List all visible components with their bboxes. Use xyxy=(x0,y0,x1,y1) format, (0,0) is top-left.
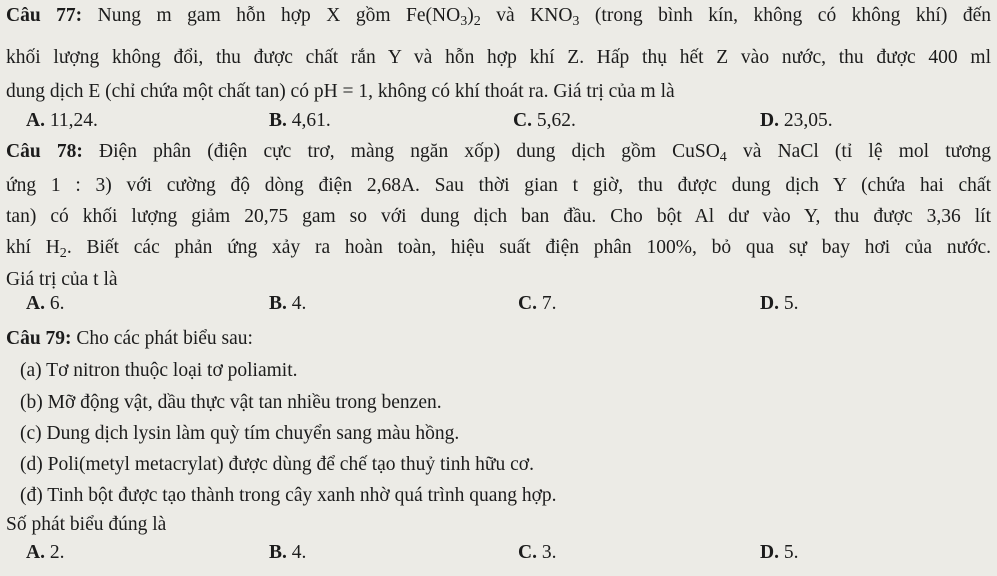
q78-subscript: 4 xyxy=(719,148,727,165)
option-value: 2. xyxy=(44,542,65,563)
option-label: D. xyxy=(760,110,779,131)
q78-line-1 xyxy=(6,140,991,164)
q77-option-c xyxy=(513,109,576,133)
option-label: D. xyxy=(760,542,779,563)
q77-option-b xyxy=(269,109,331,133)
q77-option-a xyxy=(26,109,98,133)
q79-line-1 xyxy=(6,327,991,351)
q79-option-d xyxy=(760,541,798,565)
q77-label: Câu 77: xyxy=(6,5,83,26)
q77-text-part: và KNO xyxy=(480,5,573,26)
option-value: 5. xyxy=(778,293,799,314)
q79-statement-d: (d) Poli(metyl metacrylat) được dùng để chế tạo thuỷ tinh hữu cơ. xyxy=(20,454,534,475)
q78-line-3: tan) có khối lượng giảm 20,75 gam so với dung dịch ban đầu. Cho bột Al dư vào Y, thu được 3,36 lít xyxy=(6,206,991,227)
q78-line-4 xyxy=(6,236,991,260)
q77-line-1 xyxy=(6,4,991,28)
option-value: 5. xyxy=(778,542,799,563)
option-label: C. xyxy=(518,293,537,314)
option-label: C. xyxy=(513,110,532,131)
option-value: 7. xyxy=(536,293,557,314)
q79-statement-c: (c) Dung dịch lysin làm quỳ tím chuyển sang màu hồng. xyxy=(20,423,460,444)
q78-text-part: khí H xyxy=(6,237,60,258)
q78-text-part: . Biết các phản ứng xảy ra hoàn toàn, hiệu suất điện phân 100%, bỏ qua sự bay hơi của nước. xyxy=(66,237,992,258)
q79-option-c xyxy=(518,541,556,565)
q77-text-part: (trong bình kín, không có không khí) đến xyxy=(579,5,992,26)
q79-option-a xyxy=(26,541,64,565)
option-label: B. xyxy=(269,293,287,314)
q78-text-part: Điện phân (điện cực trơ, màng ngăn xốp) dung dịch gồm CuSO xyxy=(82,141,720,162)
option-label: D. xyxy=(760,293,779,314)
q77-subscript: 2 xyxy=(473,12,481,29)
q78-option-d xyxy=(760,292,798,316)
q79-statement-a: (a) Tơ nitron thuộc loại tơ poliamit. xyxy=(20,360,298,381)
q79-intro: Cho các phát biểu sau: xyxy=(71,328,253,349)
q79-label: Câu 79: xyxy=(6,328,72,349)
q77-option-d xyxy=(760,109,833,133)
q78-line-5: Giá trị của t là xyxy=(6,269,118,290)
q77-line-3: dung dịch E (chỉ chứa một chất tan) có pH = 1, không có khí thoát ra. Giá trị của m là xyxy=(6,81,675,102)
q79-statement-b: (b) Mỡ động vật, dầu thực vật tan nhiều trong benzen. xyxy=(20,392,442,413)
q79-option-b xyxy=(269,541,306,565)
q79-question: Số phát biểu đúng là xyxy=(6,514,167,535)
q77-line-2: khối lượng không đổi, thu được chất rắn Y và hỗn hợp khí Z. Hấp thụ hết Z vào nước, thu được 400 ml xyxy=(6,47,991,68)
q78-label: Câu 78: xyxy=(6,141,83,162)
q78-text-part: và NaCl (tỉ lệ mol tương xyxy=(726,141,992,162)
q78-option-c xyxy=(518,292,556,316)
q79-statement-dd: (đ) Tinh bột được tạo thành trong cây xanh nhờ quá trình quang hợp. xyxy=(20,485,557,506)
option-value: 3. xyxy=(536,542,557,563)
option-label: A. xyxy=(26,542,45,563)
option-value: 4. xyxy=(286,293,307,314)
option-value: 23,05. xyxy=(778,110,833,131)
option-value: 4. xyxy=(286,542,307,563)
q77-text-part: ) xyxy=(467,5,474,26)
q77-subscript: 3 xyxy=(572,12,580,29)
q78-subscript: 2 xyxy=(59,244,67,261)
q77-subscript: 3 xyxy=(460,12,468,29)
q77-text-part: Nung m gam hỗn hợp X gồm Fe(NO xyxy=(82,5,461,26)
option-value: 11,24. xyxy=(44,110,98,131)
q78-line-2: ứng 1 : 3) với cường độ dòng điện 2,68A. Sau thời gian t giờ, thu được dung dịch Y (chứa hai chất xyxy=(6,175,991,196)
option-label: A. xyxy=(26,293,45,314)
option-label: C. xyxy=(518,542,537,563)
option-label: A. xyxy=(26,110,45,131)
option-value: 5,62. xyxy=(531,110,576,131)
option-value: 4,61. xyxy=(286,110,331,131)
option-label: B. xyxy=(269,542,287,563)
option-value: 6. xyxy=(44,293,65,314)
option-label: B. xyxy=(269,110,287,131)
q78-option-a xyxy=(26,292,64,316)
q78-option-b xyxy=(269,292,306,316)
